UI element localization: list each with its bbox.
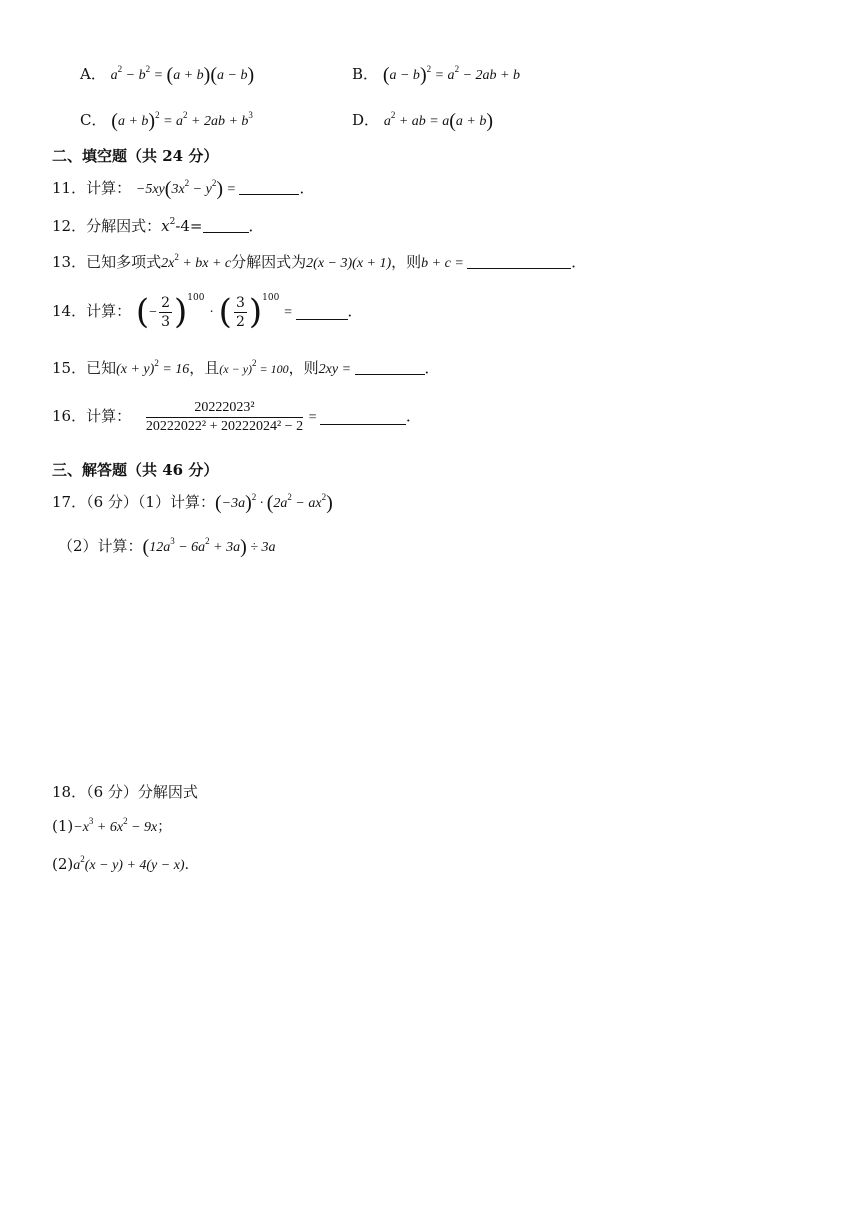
option-b-label: B． <box>352 65 379 83</box>
q11-prefix: 计算： <box>86 179 132 197</box>
q16-suffix: ． <box>405 407 421 425</box>
q18-part1-expr: $-x^3 + 6x^2 - 9x$ <box>73 816 158 835</box>
q15-text1: 已知 <box>86 359 117 377</box>
q13-factored: 2(x − 3)(x + 1) <box>306 256 392 271</box>
q17-score: （6 分） <box>86 493 138 511</box>
q12-suffix: ． <box>248 217 264 235</box>
q18-part2-expr: $a^2(x - y) + 4(y - x)$ <box>73 854 185 873</box>
q12-answer-blank[interactable] <box>203 218 249 233</box>
option-c-label: C． <box>80 111 107 129</box>
question-11 <box>52 178 314 200</box>
q17-number: 17． <box>52 493 87 511</box>
q14-answer-blank[interactable] <box>296 305 348 320</box>
section2-title: 二、填空题（共 24 分） <box>52 147 219 165</box>
q16-prefix: 计算： <box>86 407 132 425</box>
q16-fraction <box>146 399 303 436</box>
q15-text2: ，且 <box>189 359 220 377</box>
q15-cond1: $(x + y)^2 = 16$ <box>116 358 190 377</box>
q15-answer-blank[interactable] <box>355 360 425 375</box>
question-16: 16．计算： $\frac{\text{20222023²}}{\text{20222022² + 20222024² − 2}}$ = ． <box>52 399 421 434</box>
question-18-part-1: $(1)-x^3 + 6x^2 - 9x$； <box>52 816 172 835</box>
q14-expr: (− $\frac{2}{3}$ )$^{100}$ · ( $\frac{3}{2}$ )$^{100}$ = <box>135 292 296 332</box>
q13-text1: 已知多项式 <box>86 253 162 271</box>
q13-answer-blank[interactable] <box>467 254 571 269</box>
q15-number: 15． <box>52 359 87 377</box>
q13-suffix: ． <box>571 253 587 271</box>
q18-part1-label: (1) <box>52 817 74 835</box>
q16-number: 16． <box>52 407 87 425</box>
q15-suffix: ． <box>424 359 440 377</box>
question-17-part-1 <box>52 492 333 514</box>
q17-part2-label: （2）计算： <box>58 537 143 555</box>
q17-part1-label: （1）计算： <box>137 493 215 511</box>
question-14 <box>52 288 363 334</box>
q13-number: 13． <box>52 253 87 271</box>
q15-cond2: $(x - y)^2 = 100$ <box>219 358 289 376</box>
q12-number: 12． <box>52 217 87 235</box>
q17-part2-expr: $(12a^3 - 6a^2 + 3a) \div 3a$ <box>142 536 276 558</box>
q16-numerator: 20222023² <box>146 399 303 418</box>
q11-answer-blank[interactable] <box>239 180 299 195</box>
q17-part1-expr: $(-3a)^2 \cdot (2a^2 - ax^2)$ <box>214 492 333 514</box>
q18-number: 18． <box>52 783 87 801</box>
question-17-part-2 <box>58 536 275 558</box>
q14-prefix: 计算： <box>86 302 132 320</box>
option-b-expr: $(a - b)^2 = a^2 - 2ab + b$ <box>382 64 520 86</box>
option-a-expr: $a^2 - b^2 = (a + b)(a - b)$ <box>110 64 255 86</box>
q11-number: 11． <box>52 179 87 197</box>
q14-frac-1: $\frac{2}{3}$ <box>161 294 170 330</box>
q18-part2-label: (2) <box>52 855 74 873</box>
option-d[interactable] <box>352 110 493 132</box>
question-15 <box>52 358 440 380</box>
q13-text3: ，则 <box>391 253 422 271</box>
q15-target: 2xy = <box>318 362 355 377</box>
q13-poly: $2x^2$ + bx + c <box>161 252 232 271</box>
option-d-label: D． <box>352 111 380 129</box>
q11-expr: $-5xy(3x^2 - y^2)$ = <box>135 178 240 200</box>
q14-number: 14． <box>52 302 87 320</box>
q12-expr: $x^2-4=$ <box>161 217 203 235</box>
option-d-expr: $a^2$ + ab = a(a + b) <box>383 110 494 132</box>
q15-text3: ，则 <box>288 359 319 377</box>
q14-suffix: ． <box>347 302 363 320</box>
q11-suffix: ． <box>299 179 315 197</box>
option-a[interactable] <box>80 64 254 86</box>
option-a-label: A． <box>80 65 106 83</box>
q13-target: b + c = <box>421 256 468 271</box>
q18-title: 分解因式 <box>137 783 198 801</box>
section3-title: 三、解答题（共 46 分） <box>52 461 219 479</box>
option-c-expr: $(a + b)^2 = a^2 + 2ab + b^3$ <box>111 110 253 132</box>
question-12 <box>52 216 264 236</box>
option-c[interactable] <box>80 110 253 132</box>
option-b[interactable] <box>352 64 520 86</box>
q16-answer-blank[interactable] <box>320 410 406 425</box>
question-18-part-2: $(2)a^2(x - y) + 4(y - x)$． <box>52 854 199 873</box>
question-13 <box>52 252 586 274</box>
question-18-title <box>52 782 198 802</box>
q16-denominator: 20222022² + 20222024² − 2 <box>145 418 304 434</box>
q14-frac-2: $\frac{3}{2}$ <box>235 294 245 330</box>
q12-prefix: 分解因式： <box>86 217 162 235</box>
q13-text2: 分解因式为 <box>231 253 307 271</box>
q18-score: （6 分） <box>86 783 138 801</box>
